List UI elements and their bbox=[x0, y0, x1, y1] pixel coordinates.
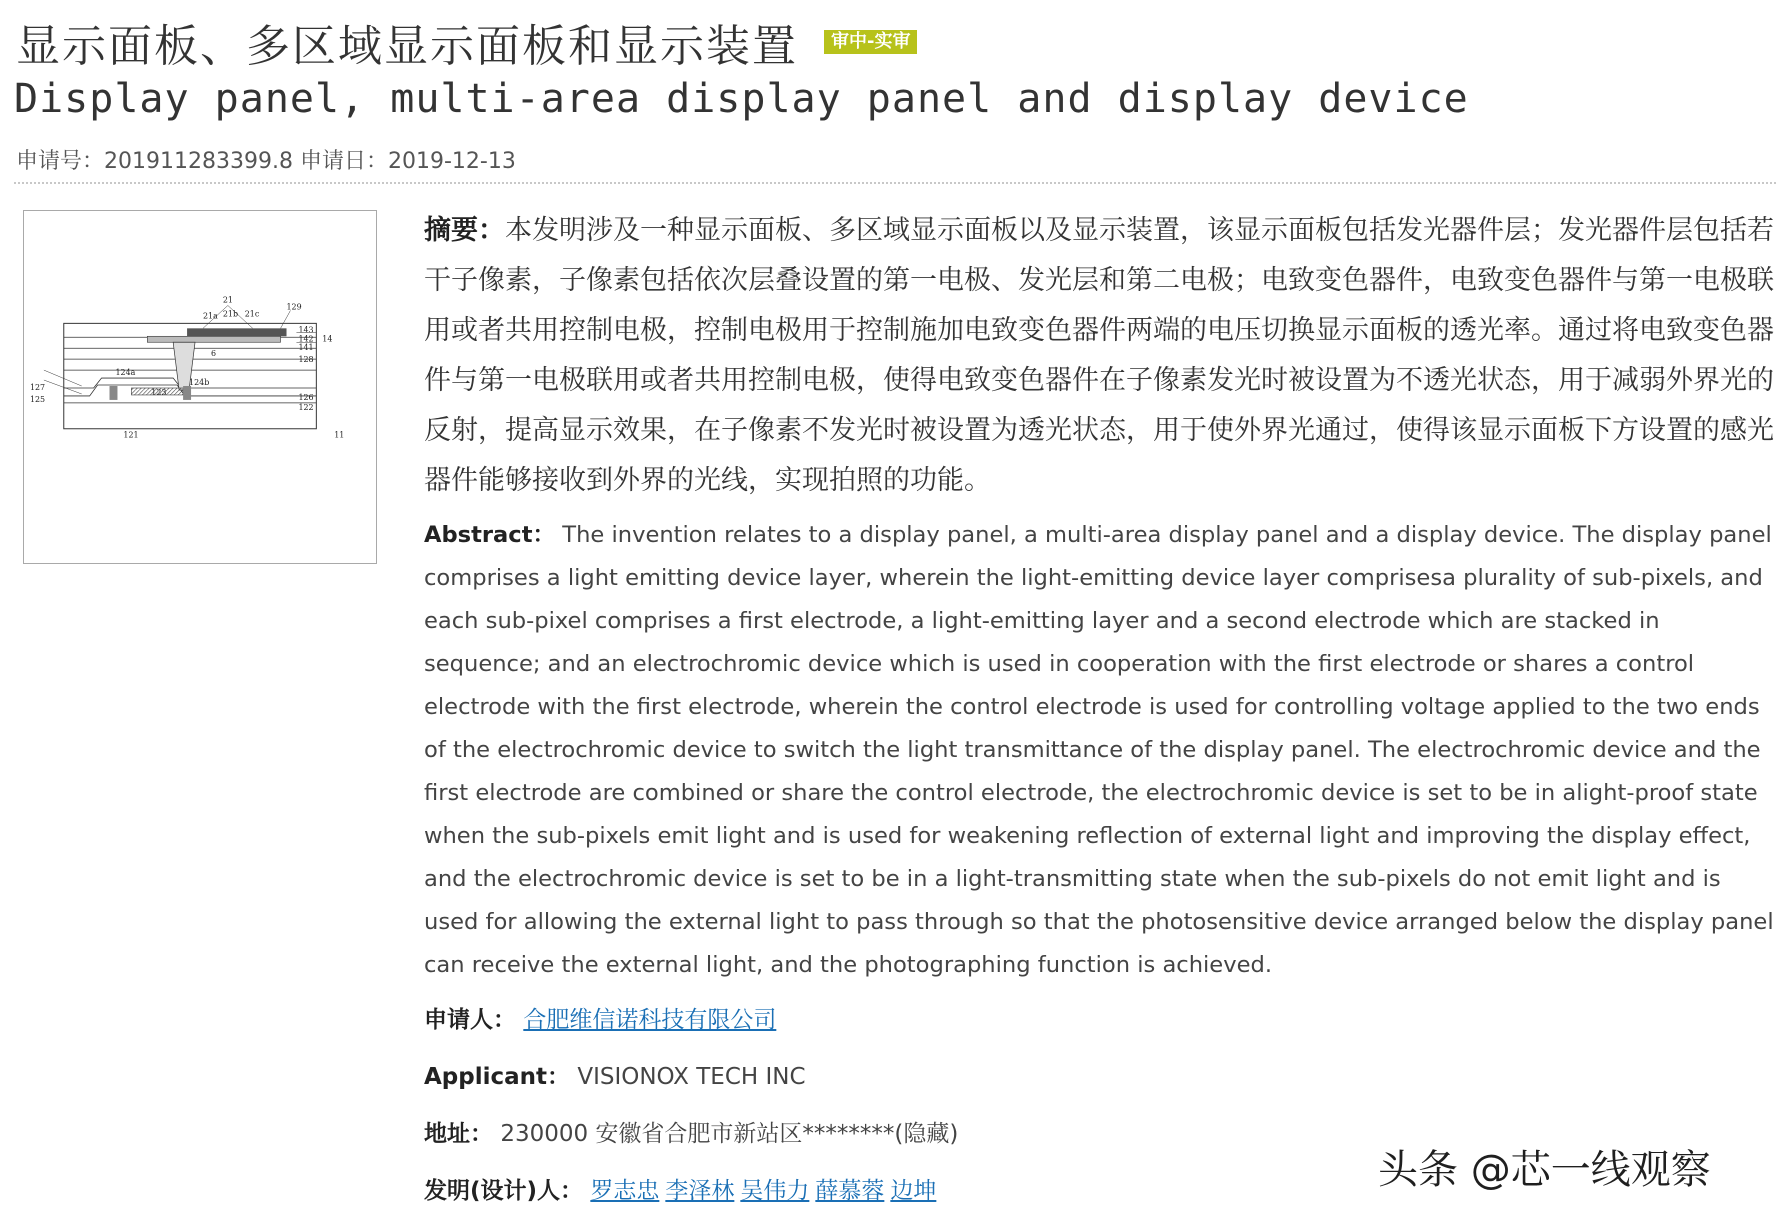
address-value: 230000 安徽省合肥市新站区********(隐藏) bbox=[500, 1121, 959, 1147]
title-cn-text: 显示面板、多区域显示面板和显示装置 bbox=[16, 21, 798, 72]
inventor-link[interactable]: 罗志忠 bbox=[590, 1178, 660, 1204]
fig-label-11: 124a bbox=[115, 368, 136, 378]
inventor-link[interactable]: 边坤 bbox=[890, 1178, 937, 1204]
applicant-cn-link[interactable]: 合肥维信诺科技有限公司 bbox=[523, 1007, 777, 1033]
fig-label-5: 143 bbox=[298, 325, 314, 335]
fig-label-14: 127 bbox=[29, 382, 46, 392]
fig-label-19: 11 bbox=[334, 430, 345, 440]
fig-label-4: 129 bbox=[286, 302, 302, 312]
fig-label-0: 21 bbox=[222, 295, 233, 305]
application-no: 201911283399.8 bbox=[104, 149, 293, 174]
inventors-label: 发明(设计)人： bbox=[424, 1178, 584, 1204]
fig-label-1: 21a bbox=[202, 311, 218, 321]
inventor-link[interactable]: 李泽林 bbox=[665, 1178, 735, 1204]
fig-label-8: 14 bbox=[322, 334, 333, 344]
fig-label-17: 122 bbox=[298, 402, 314, 412]
application-date: 2019-12-13 bbox=[388, 149, 516, 174]
address-label: 地址： bbox=[424, 1121, 493, 1147]
emitter-layer bbox=[187, 328, 286, 336]
applicant-en-row bbox=[424, 1058, 1774, 1091]
patent-details bbox=[424, 206, 1774, 1205]
fig-label-13: 123 bbox=[151, 387, 167, 397]
fig-label-3: 21c bbox=[244, 309, 260, 319]
patent-drawing[interactable] bbox=[23, 210, 377, 564]
fig-label-6: 142 bbox=[298, 334, 314, 344]
fig-label-2: 21b bbox=[222, 309, 239, 319]
abstract-cn-label: 摘要： bbox=[424, 215, 505, 246]
abstract-en bbox=[424, 514, 1774, 987]
abstract-en-text: The invention relates to a display panel, a multi-area display panel and a display device. The display panel comprises a light emitting device layer, wherein the light-emitting device layer comprisesa plurality of sub-pixels, and each sub-pixel comprises a first electrode, a light-emitting layer and a second electrode which are stacked in sequence; and an electrochromic device which is used in cooperation with the first electrode or shares a control electrode with the first electrode, wherein the control electrode is used for controlling voltage applied to the two ends of the electrochromic device to switch the light transmittance of the display panel. The electrochromic device and the first electrode are combined or share the control electrode, the electrochromic device is set to be in alight-proof state when the sub-pixels emit light and is used for weakening reflection of external light and improving the display effect, and the electrochromic device is set to be in a light-transmitting state when the sub-pixels do not emit light and is used for allowing the external light to pass through so that the photosensitive device arranged below the display panel can receive the external light, and the photographing function is achieved. bbox=[424, 522, 1774, 978]
fig-label-16: 126 bbox=[298, 392, 314, 402]
abstract-cn bbox=[424, 206, 1774, 506]
fig-label-9: 128 bbox=[298, 355, 314, 365]
fig-label-18: 121 bbox=[123, 430, 139, 440]
patent-title-cn bbox=[16, 14, 917, 70]
applicant-cn-row bbox=[424, 1001, 1774, 1034]
status-badge: 审中-实审 bbox=[824, 30, 917, 54]
fig-label-7: 141 bbox=[298, 343, 314, 353]
application-meta bbox=[16, 144, 516, 175]
fig-label-12: 124b bbox=[189, 378, 210, 388]
patent-title-en: Display panel, multi-area display panel and display device bbox=[14, 76, 1469, 122]
applicant-cn-label: 申请人： bbox=[424, 1007, 516, 1033]
fig-label-15: 125 bbox=[29, 394, 46, 404]
abstract-en-label: Abstract： bbox=[424, 522, 556, 548]
header-divider bbox=[14, 182, 1776, 184]
application-no-label: 申请号： bbox=[16, 149, 105, 174]
abstract-cn-text: 本发明涉及一种显示面板、多区域显示面板以及显示装置，该显示面板包括发光器件层；发光器件层包括若干子像素，子像素包括依次层叠设置的第一电极、发光层和第二电极；电致变色器件，电致变色器件与第一电极联用或者共用控制电极，控制电极用于控制施加电致变色器件两端的电压切换显示面板的透光率。通过将电致变色器件与第一电极联用或者共用控制电极，使得电致变色器件在子像素发光时被设置为不透光状态，用于减弱外界光的反射，提高显示效果，在子像素不发光时被设置为透光状态，用于使外界光通过，使得该显示面板下方设置的感光器件能够接收到外界的光线，实现拍照的功能。 bbox=[424, 215, 1774, 496]
watermark: 头条 @芯一线观察 bbox=[1378, 1147, 1711, 1193]
patent-drawing-svg bbox=[24, 211, 376, 563]
applicant-en-value: VISIONOX TECH INC bbox=[577, 1064, 806, 1090]
inventor-link[interactable]: 吴伟力 bbox=[740, 1178, 810, 1204]
applicant-en-label: Applicant： bbox=[424, 1064, 571, 1090]
application-date-label: 申请日： bbox=[299, 149, 388, 174]
fig-label-10: 6 bbox=[210, 349, 217, 359]
inventor-link[interactable]: 薛慕蓉 bbox=[815, 1178, 885, 1204]
